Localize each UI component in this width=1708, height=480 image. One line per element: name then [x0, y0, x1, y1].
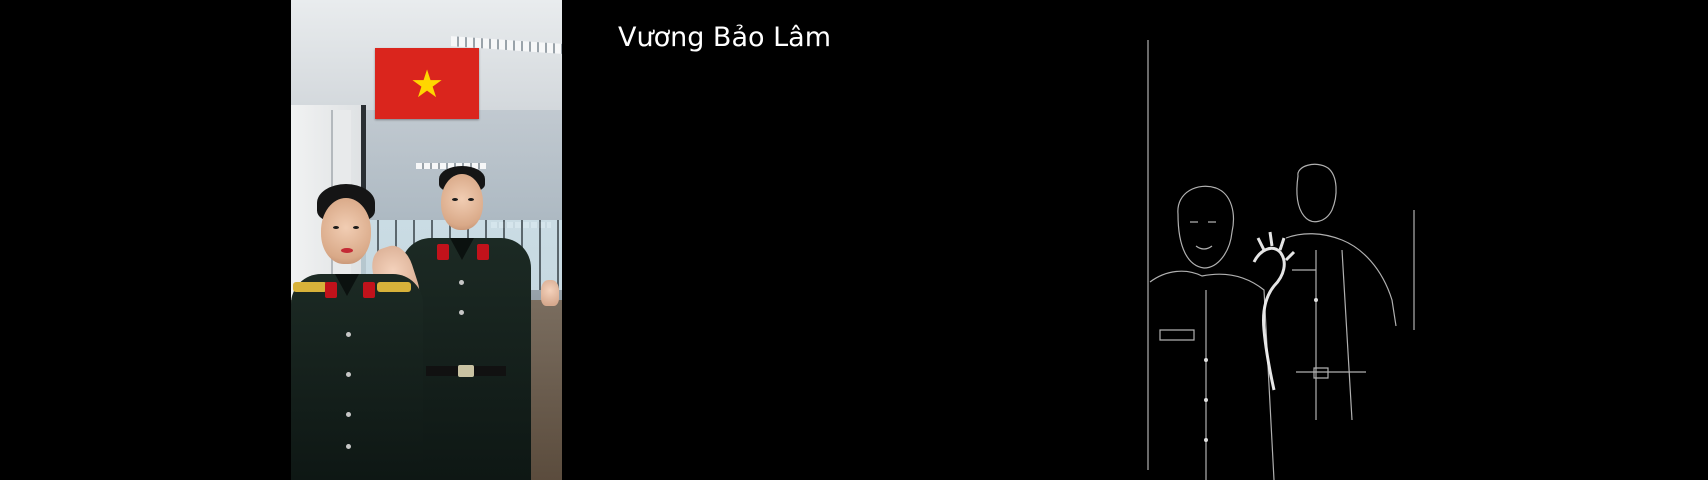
collar-tab	[477, 244, 489, 260]
edge-detection-frame	[1146, 0, 1417, 480]
edge-waving-fingers	[1258, 232, 1294, 260]
edge-button	[1204, 398, 1208, 402]
edge-pocket	[1160, 270, 1316, 340]
eye	[353, 226, 359, 229]
uniform-button	[346, 332, 351, 337]
eye	[468, 198, 474, 201]
uniform-button	[459, 280, 464, 285]
collar-tab	[363, 282, 375, 298]
epaulet	[293, 282, 327, 292]
uniform-button	[346, 412, 351, 417]
edge-button	[1204, 438, 1208, 442]
face	[321, 198, 371, 264]
eye	[452, 198, 458, 201]
edge-button	[1204, 358, 1208, 362]
edge-face-detail	[1190, 222, 1216, 249]
edge-map	[1146, 0, 1417, 480]
edge-belt	[1296, 368, 1366, 378]
lips	[341, 248, 353, 253]
edge-waving-hand	[1254, 248, 1284, 390]
uniform-button	[459, 310, 464, 315]
uniform-button	[346, 444, 351, 449]
female-soldier	[291, 182, 441, 480]
belt-buckle	[458, 365, 474, 377]
edge-button	[1314, 298, 1318, 302]
edge-body-female	[1150, 271, 1274, 480]
collar-tab	[325, 282, 337, 298]
edge-body-male	[1286, 234, 1396, 326]
uniform-button	[346, 372, 351, 377]
star-icon: ★	[409, 61, 445, 106]
vietnam-flag	[375, 48, 479, 119]
face	[441, 174, 483, 230]
hand	[541, 280, 559, 306]
caption-text: Vương Bảo Lâm	[618, 22, 831, 53]
edge-head-female	[1178, 186, 1234, 268]
collar	[450, 238, 474, 260]
eye	[333, 226, 339, 229]
edge-uniform-lines	[1206, 250, 1352, 480]
collar	[335, 274, 359, 296]
epaulet	[377, 282, 411, 292]
uniform	[291, 274, 423, 480]
edge-head-male	[1297, 164, 1336, 221]
